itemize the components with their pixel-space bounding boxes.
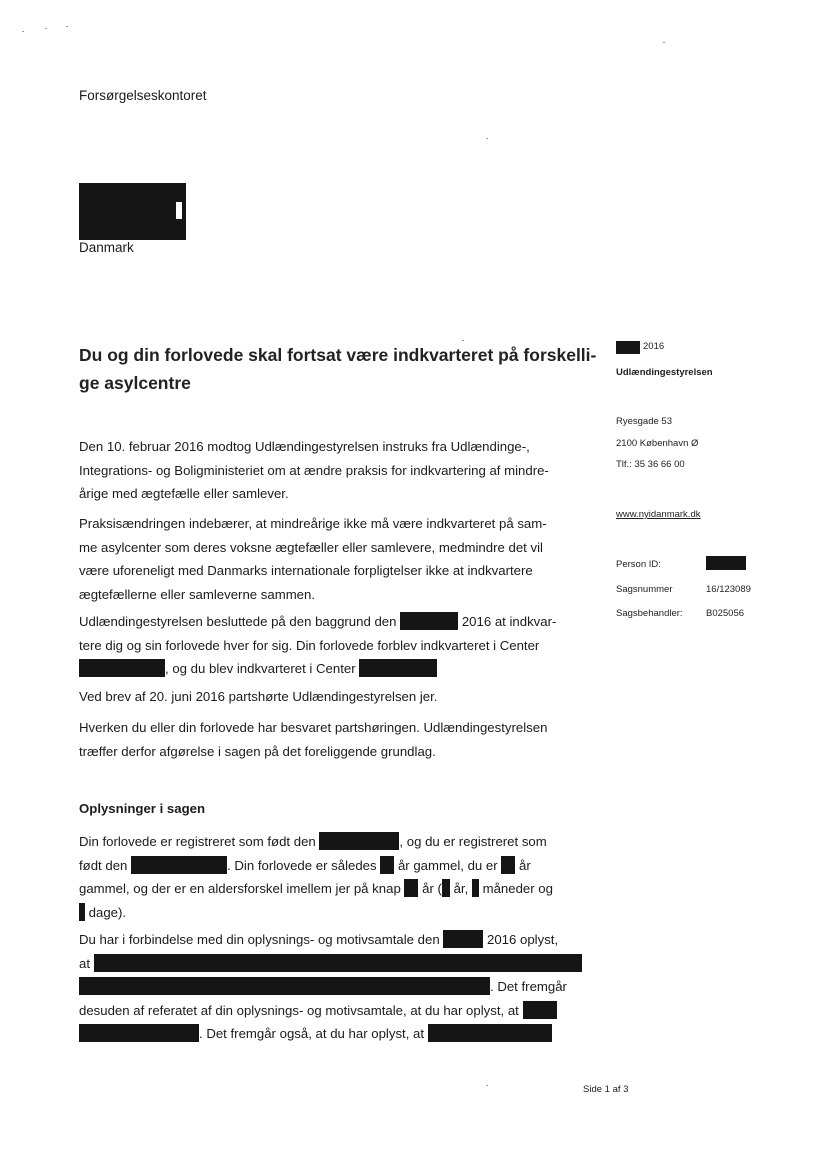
scan-speck: [663, 42, 665, 43]
redacted-statement: [94, 954, 582, 972]
text-segment: 2016 oplyst,: [487, 932, 559, 947]
text-segment: . Det fremgår: [490, 979, 567, 994]
text-segment: måneder og: [482, 881, 553, 896]
person-id-label: Person ID:: [616, 559, 661, 570]
text-segment: dage).: [88, 904, 127, 920]
text-line: [79, 854, 553, 878]
letter-title: [79, 341, 599, 397]
paragraph: [79, 610, 556, 681]
handler-label: Sagsbehandler:: [616, 608, 683, 619]
scan-speck: [22, 31, 24, 32]
text-line: [79, 877, 553, 901]
text-line: me asylcenter som deres voksne ægtefæller eller samlevere, medmindre det vil: [79, 539, 543, 555]
text-line: [79, 952, 582, 976]
text-segment: født den: [79, 857, 128, 873]
text-line: tere dig og sin forlovede hver for sig. Din forlovede forblev indkvarteret i Center: [79, 637, 540, 653]
redacted-years: [442, 879, 450, 897]
redacted-address: [79, 183, 186, 240]
redacted-date: [400, 612, 458, 630]
title-line: ge asylcentre: [79, 373, 191, 393]
redacted-birthdate: [131, 856, 227, 874]
redacted-date: [443, 930, 483, 948]
redacted-date: [616, 341, 640, 354]
text-segment: år gammel, du er: [397, 857, 498, 873]
text-segment: Udlændingestyrelsen besluttede på den baggrund den: [79, 614, 397, 629]
paragraph: [79, 928, 582, 1046]
agency-street: Ryesgade 53: [616, 416, 672, 427]
page-number: Side 1 af 3: [583, 1084, 629, 1095]
text-segment: at: [79, 955, 90, 971]
agency-website-link[interactable]: www.nyidanmark.dk: [616, 509, 701, 520]
text-line: [79, 657, 556, 681]
text-segment: 2016 at indkvar-: [461, 614, 557, 629]
sender-office: Forsørgelseskontoret: [79, 88, 207, 103]
redacted-birthdate: [319, 832, 399, 850]
paragraph: [79, 716, 547, 763]
redacted-age: [380, 856, 394, 874]
text-line: være uforeneligt med Danmarks internationale forpligtelser ikke at indkvartere: [79, 563, 533, 578]
redacted-statement: [79, 977, 490, 995]
recipient-country: Danmark: [79, 240, 134, 255]
paragraph: [79, 435, 549, 506]
paragraph: [79, 685, 437, 709]
scan-speck: [66, 26, 68, 27]
redacted-statement: [523, 1001, 557, 1019]
section-heading: Oplysninger i sagen: [79, 801, 206, 816]
text-segment: Du har i forbindelse med din oplysnings- og motivsamtale den: [79, 932, 440, 947]
text-line: ægtefællerne eller samleverne sammen.: [79, 586, 316, 602]
scan-speck: [45, 28, 47, 29]
case-number-label: Sagsnummer: [616, 584, 673, 595]
agency-name: Udlændingestyrelsen: [616, 367, 713, 378]
text-line: [79, 975, 582, 999]
text-line: årige med ægtefælle eller samlever.: [79, 486, 289, 501]
text-line: [79, 1022, 582, 1046]
date-year: 2016: [643, 341, 665, 352]
handler-value: B025056: [706, 608, 745, 619]
text-segment: år (: [422, 881, 442, 896]
text-segment: . Din forlovede er således: [227, 857, 377, 873]
scan-speck: [486, 138, 488, 139]
text-segment: . Det fremgår også, at du har oplyst, at: [199, 1026, 425, 1041]
text-line: Ved brev af 20. juni 2016 partshørte Udlændingestyrelsen jer.: [79, 689, 438, 704]
text-line: [79, 901, 553, 925]
text-segment: år,: [453, 881, 469, 896]
text-line: Praksisændringen indebærer, at mindreårige ikke må være indkvarteret på sam-: [79, 516, 547, 531]
redacted-center: [359, 659, 437, 677]
text-segment: desuden af referatet af din oplysnings- og motivsamtale, at du har oplyst, at: [79, 1002, 519, 1018]
redacted-statement: [79, 1024, 199, 1042]
text-segment: Din forlovede er registreret som født den: [79, 834, 316, 849]
redacted-person-id: [706, 556, 746, 570]
text-line: Integrations- og Boligministeriet om at ændre praksis for indkvartering af mindre-: [79, 462, 549, 478]
paragraph: [79, 830, 553, 924]
text-segment: år: [518, 857, 531, 873]
text-line: Hverken du eller din forlovede har besvaret partshøringen. Udlændingestyrelsen: [79, 720, 548, 735]
text-segment: , og du blev indkvarteret i Center: [165, 661, 356, 676]
agency-city: 2100 København Ø: [616, 438, 699, 449]
redacted-center: [79, 659, 165, 677]
paragraph: [79, 512, 547, 606]
redacted-statement: [428, 1024, 552, 1042]
text-line: Den 10. februar 2016 modtog Udlændingestyrelsen instruks fra Udlændinge-,: [79, 439, 530, 454]
redacted-days: [79, 903, 85, 921]
text-segment: , og du er registreret som: [399, 834, 547, 849]
redacted-age-difference: [404, 879, 418, 897]
redacted-months: [472, 879, 479, 897]
redaction-notch: [176, 202, 182, 219]
redacted-age: [501, 856, 515, 874]
text-line: [79, 999, 582, 1023]
case-number-value: 16/123089: [706, 584, 751, 595]
text-line: træffer derfor afgørelse i sagen på det foreliggende grundlag.: [79, 743, 436, 759]
text-line: [79, 928, 582, 952]
title-line: Du og din forlovede skal fortsat være indkvarteret på forskelli-: [79, 345, 597, 365]
agency-phone: Tlf.: 35 36 66 00: [616, 459, 685, 470]
text-segment: gammel, og der er en aldersforskel imellem jer på knap: [79, 881, 401, 896]
text-line: [79, 830, 553, 854]
text-line: [79, 610, 556, 634]
scan-speck: [486, 1085, 488, 1086]
